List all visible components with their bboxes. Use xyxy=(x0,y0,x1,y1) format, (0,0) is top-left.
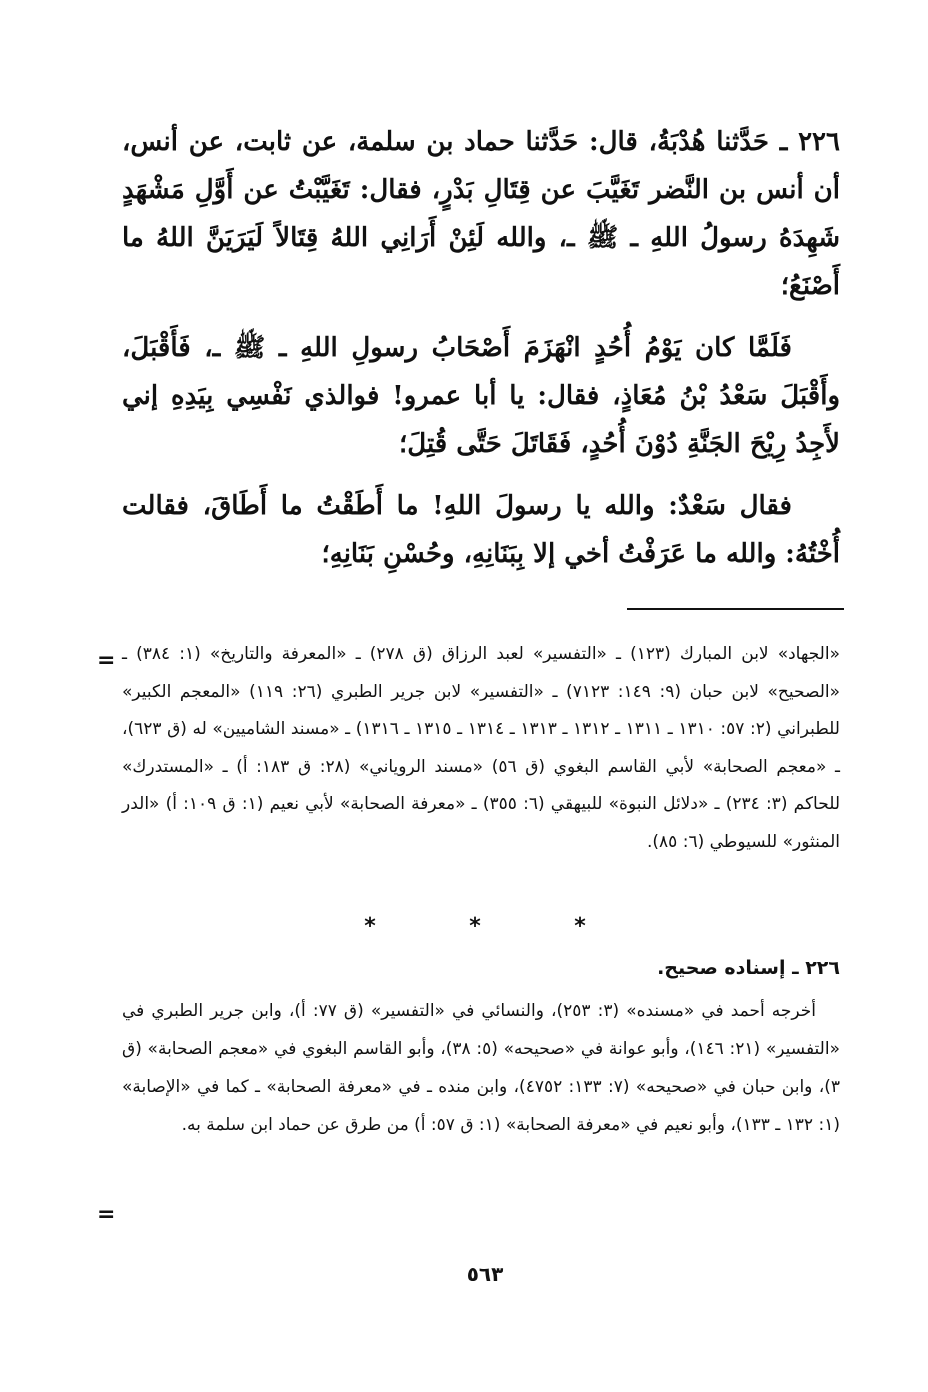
page-number: ٥٦٣ xyxy=(466,1262,504,1286)
footnote-continuation-mark: = xyxy=(97,648,116,673)
star-ornament: * xyxy=(364,914,376,939)
hadith-paragraph-2: فَلَمَّا كان يَوْمُ أُحُدٍ انْهَزَمَ أَصْحَابُ رسولِ اللهِ ـ ﷺ ـ، فَأَقْبَلَ، وأَقْبَلَ سَعْدُ بْنُ مُعَاذٍ، فقال: يا أبا عمرو! فوالذي نَفْسِي بِيَدِهِ إني لأَجِدُ رِيْحَ الجَنَّةِ دُوْنَ أُحُدٍ، فَقَاتَلَ حَتَّى قُتِلَ؛ xyxy=(122,333,840,459)
footnote-separator-line xyxy=(627,608,844,610)
star-ornament: * xyxy=(574,914,586,939)
hadith-paragraph-1: ٢٢٦ ـ حَدَّثنا هُدْبَةُ، قال: حَدَّثنا حماد بن سلمة، عن ثابت، عن أنس، أن أنس بن النَّضر تَغَيَّبَ عن قِتَالِ بَدْرٍ، فقال: تَغَيَّبْتُ عن أَوَّلِ مَشْهَدٍ شَهِدَهُ رسولُ اللهِ ـ ﷺ ـ، والله لَئِنْ أَرَانِي اللهُ قِتَالاً لَيَرَيَنَّ اللهُ ما أَصْنَعُ؛ xyxy=(122,127,841,301)
hadith-paragraph-3: فقال سَعْدٌ: والله يا رسولَ اللهِ! ما أَطَقْتُ ما أَطَاقَ، فقالت أُخْتُهُ: والله ما عَرَفْتُ أخي إلا بِبَنَانِهِ، وحُسْنِ بَنَانِهِ؛ xyxy=(122,491,840,569)
hadith-main-text xyxy=(122,118,840,592)
footnote-heading-226: ٢٢٦ ـ إسناده صحيح. xyxy=(657,957,840,979)
star-ornament: * xyxy=(469,914,481,939)
footnote-next-continuation-mark: = xyxy=(97,1202,116,1227)
footnote-stars-divider xyxy=(360,916,590,938)
footnote-previous-continued: «الجهاد» لابن المبارك (١٢٣) ـ «التفسير» لعبد الرزاق (ق ٢٧٨) ـ «المعرفة والتاريخ» (١: ٣٨٤) ـ «الصحيح» لابن حبان (٩: ١٤٩: ٧١٢٣) ـ «التفسير» لابن جرير الطبري (٢٦: ١١٩) «المعجم الكبير» للطبراني (٢: ٥٧: ١٣١٠ ـ ١٣١١ ـ ١٣١٢ ـ ١٣١٣ ـ ١٣١٤ ـ ١٣١٥ ـ ١٣١٦) ـ «مسند الشاميين» له (ق ٦٢٣)، ـ «معجم الصحابة» لأبي القاسم البغوي (ق ٥٦) «مسند الروياني» (٢٨: ق ١٨٣: أ) ـ «المستدرك» للحاكم (٣: ٢٣٤) ـ «دلائل النبوة» للبيهقي (٦: ٣٥٥) ـ «معرفة الصحابة» لأبي نعيم (١: ق ١٠٩: أ) «الدر المنثور» للسيوطي (٦: ٨٥). xyxy=(122,644,841,852)
footnote-text-226: أخرجه أحمد في «مسنده» (٣: ٢٥٣)، والنسائي في «التفسير» (ق ٧٧: أ)، وابن جرير الطبري في «التفسير» (٢١: ١٤٦)، وأبو عوانة في «صحيحه» (٥: ٣٨)، وأبو القاسم البغوي في «معجم الصحابة» (ق ٣)، وابن حبان في «صحيحه» (٧: ١٣٣: ٤٧٥٢)، وابن منده ـ في «معرفة الصحابة» ـ كما في «الإصابة» (١: ١٣٢ ـ ١٣٣)، وأبو نعيم في «معرفة الصحابة» (١: ق ٥٧: أ) من طرق عن حماد ابن سلمة به. xyxy=(122,1001,840,1135)
